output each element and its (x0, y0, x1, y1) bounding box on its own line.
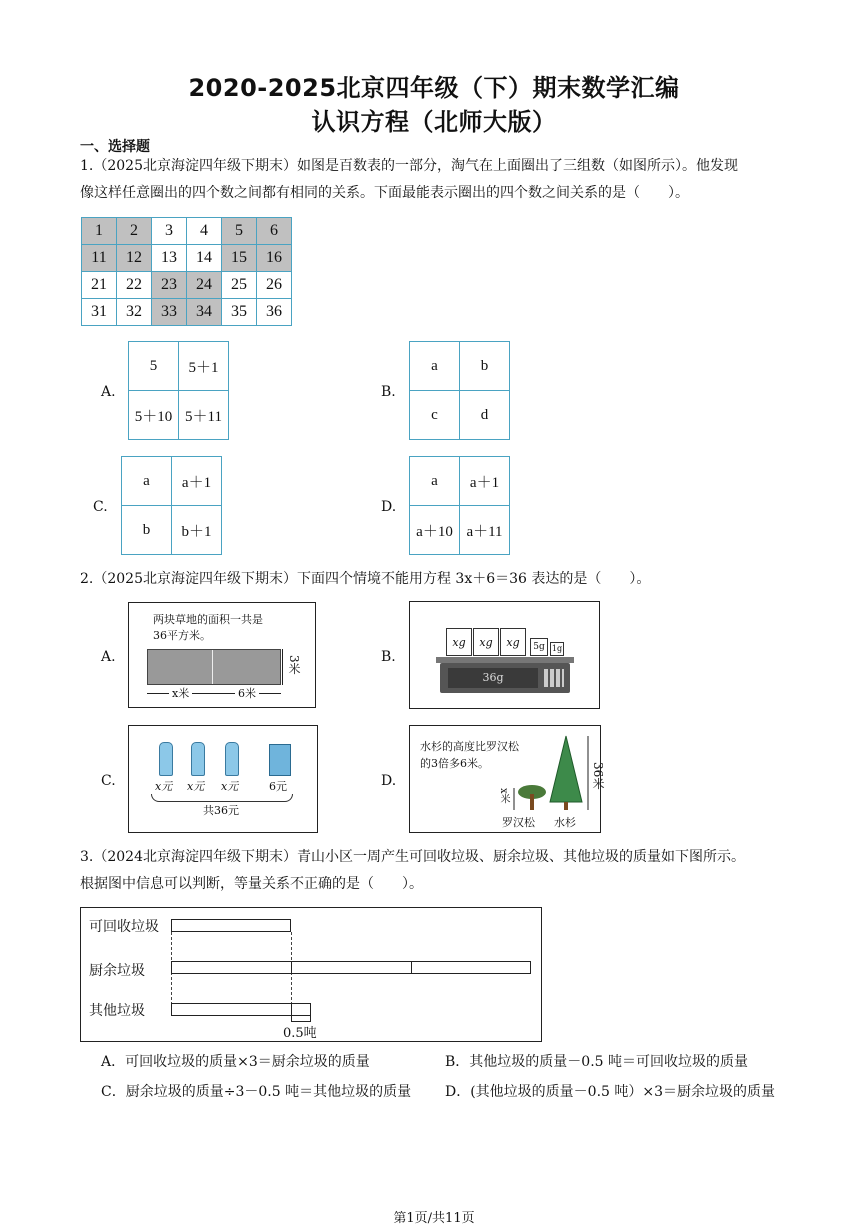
option-cell: b (122, 506, 172, 555)
page-number: 第1页/共11页 (393, 1211, 475, 1226)
price-label: x元 (155, 780, 173, 793)
weight-label: xg (452, 636, 466, 649)
option-cell: 5 (129, 342, 179, 391)
option-cell: 5＋10 (129, 391, 179, 440)
hundred-cell: 31 (82, 299, 117, 326)
other-bar-divider (291, 1004, 292, 1015)
option-cell: a (122, 457, 172, 506)
total-brace (151, 794, 293, 802)
option-cell: a＋11 (460, 506, 510, 555)
row-label: 其他垃圾 (89, 1003, 145, 1019)
recyclable-bar (171, 919, 291, 932)
price-label: 6元 (269, 780, 287, 793)
option-cell: a (410, 457, 460, 506)
weight-label: 5g (533, 642, 545, 652)
hundred-cell: 13 (152, 245, 187, 272)
hundred-cell: 34 (187, 299, 222, 326)
weight-label: 1g (551, 644, 563, 653)
option-d-grid[interactable] (409, 456, 510, 555)
hundred-cell: 35 (222, 299, 257, 326)
hundred-table (81, 217, 292, 326)
trees-drawing (510, 732, 600, 812)
milk-bottle-icon (191, 742, 205, 776)
q2-option-b-label[interactable]: B. (381, 649, 396, 665)
hundred-cell: 32 (117, 299, 152, 326)
lawn-text-line2: 36平方米。 (153, 629, 211, 642)
q2-option-d-label[interactable]: D. (381, 773, 397, 789)
hundred-cell: 12 (117, 245, 152, 272)
hundred-cell: 4 (187, 218, 222, 245)
hundred-cell: 3 (152, 218, 187, 245)
q2-option-c-label[interactable]: C. (101, 773, 116, 789)
hundred-cell: 33 (152, 299, 187, 326)
question-3-line1: 3.（2024北京海淀四年级下期末）青山小区一周产生可回收垃圾、厨余垃圾、其他垃圾的质量如下图所示。 (80, 849, 745, 865)
garbage-diagram (80, 907, 542, 1042)
page-title: 2020-2025北京四年级（下）期末数学汇编 (188, 74, 680, 102)
q2-option-c-box[interactable] (128, 725, 318, 833)
question-2-text: 2.（2025北京海淀四年级下期末）下面四个情境不能用方程 3x＋6＝36 表达的是（ ）。 (80, 571, 651, 587)
tree-text-line1: 水杉的高度比罗汉松 (420, 740, 519, 753)
option-a-grid[interactable] (128, 341, 229, 440)
milk-carton-icon (269, 744, 291, 776)
option-b-label[interactable]: B. (381, 384, 396, 400)
question-1-line2: 像这样任意圈出的四个数之间都有相同的关系。下面最能表示圈出的四个数之间关系的是（ ）。 (80, 185, 689, 201)
lawn-rect (147, 649, 281, 685)
page-subtitle: 认识方程（北师大版） (311, 108, 557, 136)
option-c-label[interactable]: C. (93, 499, 108, 515)
hundred-cell: 21 (82, 272, 117, 299)
tree1-label: 罗汉松 (502, 816, 535, 829)
hundred-cell: 25 (222, 272, 257, 299)
hundred-cell: 24 (187, 272, 222, 299)
sequoia-trunk (564, 802, 568, 810)
hundred-cell: 23 (152, 272, 187, 299)
hundred-cell: 22 (117, 272, 152, 299)
tree2-label: 水杉 (554, 816, 576, 829)
hundred-cell: 6 (257, 218, 292, 245)
weight-label: xg (479, 636, 493, 649)
other-bar (171, 1003, 311, 1016)
price-label: x元 (187, 780, 205, 793)
row-label: 厨余垃圾 (89, 963, 145, 979)
side-line (282, 649, 283, 685)
kitchen-bar-divider (411, 962, 412, 973)
hundred-cell: 2 (117, 218, 152, 245)
weight-label: xg (506, 636, 520, 649)
hundred-cell: 26 (257, 272, 292, 299)
option-cell: d (460, 391, 510, 440)
hundred-cell: 15 (222, 245, 257, 272)
hundred-cell: 5 (222, 218, 257, 245)
question-3-line2: 根据图中信息可以判断，等量关系不正确的是（ ）。 (80, 876, 423, 892)
option-cell: c (410, 391, 460, 440)
scale-body (440, 663, 570, 693)
sequoia-tree-icon (550, 736, 582, 802)
q3-option-c[interactable]: C．厨余垃圾的质量÷3－0.5 吨＝其他垃圾的质量 (101, 1084, 412, 1100)
lawn-x-label: x米 (169, 685, 192, 701)
option-cell: a (410, 342, 460, 391)
milk-bottle-icon (159, 742, 173, 776)
lawn-six-label: 6米 (235, 685, 259, 701)
height-label: 36米 (591, 762, 605, 790)
q2-option-b-box[interactable] (409, 601, 600, 709)
q2-option-d-box[interactable] (409, 725, 605, 833)
q2-option-a-label[interactable]: A. (101, 649, 116, 665)
weight-block (500, 628, 526, 656)
hundred-cell: 16 (257, 245, 292, 272)
option-b-grid[interactable] (409, 341, 510, 440)
option-cell: b＋1 (172, 506, 222, 555)
kitchen-bar (171, 961, 531, 974)
total-label: 共36元 (203, 804, 239, 817)
weight-block (530, 638, 548, 656)
q3-option-d[interactable]: D．(其他垃圾的质量－0.5 吨）×3＝厨余垃圾的质量 (445, 1084, 776, 1100)
extra-label: 0.5吨 (283, 1026, 317, 1041)
scale-display: 36g (448, 668, 538, 688)
bottom-line (147, 693, 281, 694)
x-height-label: x米 (498, 788, 509, 804)
q3-option-a[interactable]: A．可回收垃圾的质量×3＝厨余垃圾的质量 (101, 1054, 370, 1070)
option-cell: 5＋11 (179, 391, 229, 440)
option-cell: a＋1 (172, 457, 222, 506)
q3-option-b[interactable]: B．其他垃圾的质量－0.5 吨＝可回收垃圾的质量 (445, 1054, 749, 1070)
lawn-text-line1: 两块草地的面积一共是 (153, 613, 263, 626)
lawn-divider (212, 650, 213, 684)
section-heading: 一、选择题 (80, 139, 150, 155)
pine-trunk (530, 794, 534, 810)
hundred-cell: 36 (257, 299, 292, 326)
hundred-cell: 11 (82, 245, 117, 272)
question-1-text (80, 153, 800, 207)
lawn-side-label: 3米 (287, 655, 301, 675)
weight-block (473, 628, 499, 656)
scale-keypad-icon (544, 669, 564, 687)
option-cell: 5＋1 (179, 342, 229, 391)
q2-option-a-box[interactable] (128, 602, 316, 708)
weight-block (446, 628, 472, 656)
option-cell: b (460, 342, 510, 391)
question-1-line1: 1.（2025北京海淀四年级下期末）如图是百数表的一部分，淘气在上面圈出了三组数（如图所示）。他发现 (80, 158, 738, 174)
option-d-label[interactable]: D. (381, 499, 397, 515)
weight-block (550, 642, 564, 656)
option-a-label[interactable]: A. (101, 384, 116, 400)
option-cell: a＋1 (460, 457, 510, 506)
question-3-text (80, 844, 800, 898)
kitchen-bar-divider (291, 962, 292, 973)
option-c-grid[interactable] (121, 456, 222, 555)
price-label: x元 (221, 780, 239, 793)
hundred-cell: 14 (187, 245, 222, 272)
tree-text-line2: 的3倍多6米。 (420, 757, 489, 770)
hundred-cell: 1 (82, 218, 117, 245)
row-label: 可回收垃圾 (89, 919, 159, 935)
option-cell: a＋10 (410, 506, 460, 555)
milk-bottle-icon (225, 742, 239, 776)
